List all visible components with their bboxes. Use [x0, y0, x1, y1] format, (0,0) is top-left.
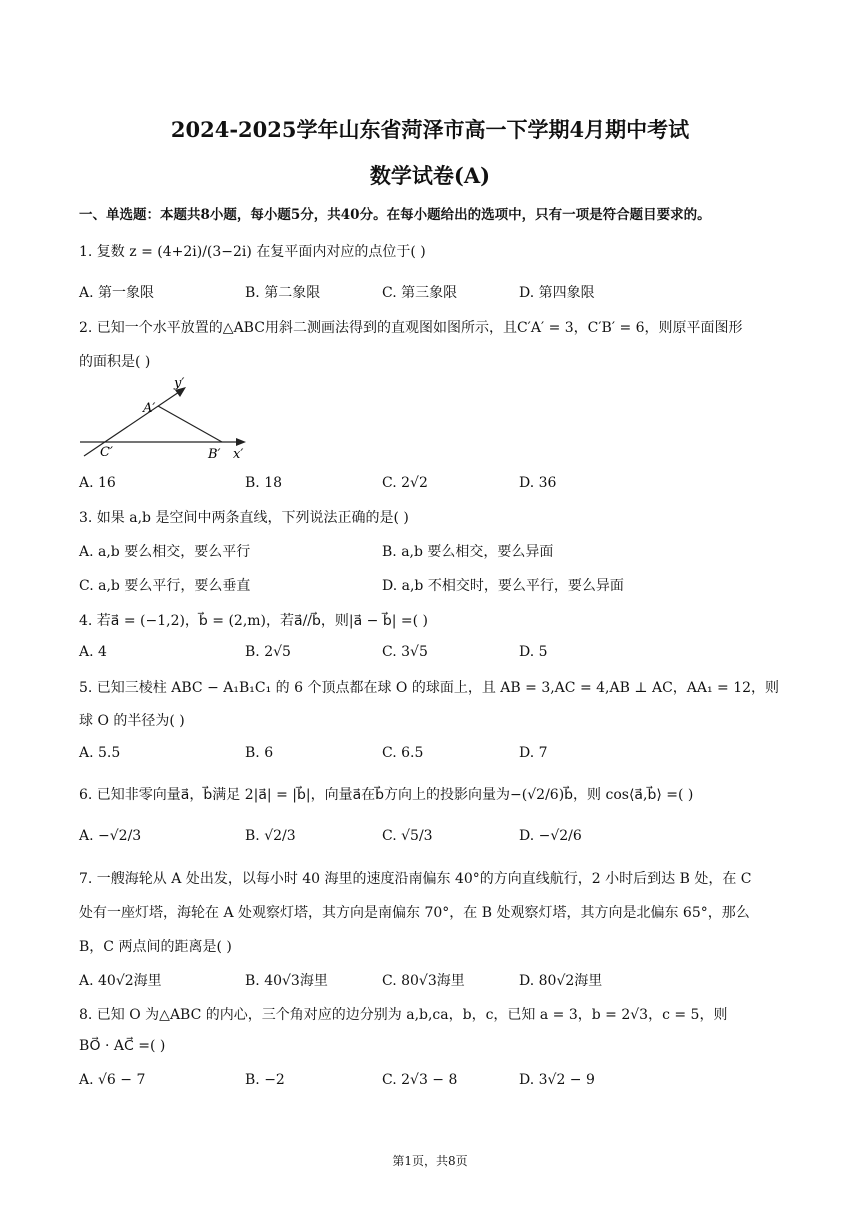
label-x: x′ — [233, 447, 244, 462]
page-title: 2024-2025学年山东省菏泽市高一下学期4月期中考试 — [170, 117, 690, 142]
q5-option-a[interactable]: A. 5.5 — [79, 745, 121, 761]
q4-option-d[interactable]: D. 5 — [519, 644, 548, 660]
page-footer: 第1页，共8页 — [392, 1154, 468, 1168]
q6-option-d[interactable]: D. −√2/6 — [519, 828, 582, 844]
q8-option-c[interactable]: C. 2√3 − 8 — [382, 1072, 458, 1088]
q4-option-a[interactable]: A. 4 — [79, 644, 107, 660]
question-8-stem-line-2: BO⃗ · AC⃗ =( ) — [79, 1038, 166, 1054]
q7-option-a[interactable]: A. 40√2海里 — [79, 973, 162, 989]
q5-option-d[interactable]: D. 7 — [519, 745, 548, 761]
q7-option-d[interactable]: D. 80√2海里 — [519, 973, 603, 989]
question-6-stem: 6. 已知非零向量a⃗，b⃗满足 2|a⃗| = |b⃗|，向量a⃗在b⃗方向上的投影向量为−(√2/6)b⃗，则 cos⟨a⃗,b⃗⟩ =( ) — [79, 787, 694, 803]
label-c: C′ — [100, 445, 113, 460]
q8-option-d[interactable]: D. 3√2 − 9 — [519, 1072, 595, 1088]
q1-option-d[interactable]: D. 第四象限 — [519, 285, 595, 301]
q6-option-b[interactable]: B. √2/3 — [245, 828, 296, 844]
q6-option-a[interactable]: A. −√2/3 — [79, 828, 142, 844]
page-subtitle: 数学试卷(A) — [369, 163, 491, 188]
q3-option-b[interactable]: B. a,b 要么相交，要么异面 — [382, 544, 554, 560]
x-axis-arrow — [236, 438, 246, 446]
question-3-stem: 3. 如果 a,b 是空间中两条直线，下列说法正确的是( ) — [79, 510, 409, 526]
q8-option-b[interactable]: B. −2 — [245, 1072, 285, 1088]
q1-option-c[interactable]: C. 第三象限 — [382, 285, 458, 301]
q4-option-b[interactable]: B. 2√5 — [245, 644, 291, 660]
question-5-stem-line-1: 5. 已知三棱柱 ABC − A₁B₁C₁ 的 6 个顶点都在球 O 的球面上，且 AB = 3,AC = 4,AB ⊥ AC，AA₁ = 12，则 — [79, 680, 780, 696]
q5-option-c[interactable]: C. 6.5 — [382, 745, 424, 761]
question-7-stem-line-3: B，C 两点间的距离是( ) — [79, 939, 232, 955]
q3-option-d[interactable]: D. a,b 不相交时，要么平行，要么异面 — [382, 578, 624, 594]
question-1-stem: 1. 复数 z = (4+2i)/(3−2i) 在复平面内对应的点位于( ) — [79, 244, 426, 260]
q7-option-b[interactable]: B. 40√3海里 — [245, 973, 328, 989]
q2-option-d[interactable]: D. 36 — [519, 475, 557, 491]
q2-option-a[interactable]: A. 16 — [79, 475, 116, 491]
q5-option-b[interactable]: B. 6 — [245, 745, 274, 761]
oblique-projection-figure — [76, 372, 256, 464]
label-y: y′ — [174, 376, 185, 391]
segment-a-b — [158, 406, 222, 442]
question-2-stem-line-2: 的面积是( ) — [79, 354, 151, 370]
y-axis — [84, 390, 182, 456]
q8-option-a[interactable]: A. √6 − 7 — [79, 1072, 146, 1088]
question-7-stem-line-1: 7. 一艘海轮从 A 处出发，以每小时 40 海里的速度沿南偏东 40°的方向直线航行，2 小时后到达 B 处，在 C — [79, 871, 752, 887]
question-5-stem-line-2: 球 O 的半径为( ) — [79, 713, 185, 729]
q2-option-b[interactable]: B. 18 — [245, 475, 283, 491]
q3-option-c[interactable]: C. a,b 要么平行，要么垂直 — [79, 578, 251, 594]
q4-option-c[interactable]: C. 3√5 — [382, 644, 428, 660]
question-7-stem-line-2: 处有一座灯塔，海轮在 A 处观察灯塔，其方向是南偏东 70°，在 B 处观察灯塔，其方向是北偏东 65°，那么 — [79, 905, 750, 921]
q7-option-c[interactable]: C. 80√3海里 — [382, 973, 465, 989]
question-2-stem-line-1: 2. 已知一个水平放置的△ABC用斜二测画法得到的直观图如图所示，且C′A′ = 3，C′B′ = 6，则原平面图形 — [79, 320, 743, 336]
q6-option-c[interactable]: C. √5/3 — [382, 828, 433, 844]
section-heading: 一、单选题：本题共8小题，每小题5分，共40分。在每小题给出的选项中，只有一项是符合题目要求的。 — [79, 207, 711, 223]
q1-option-a[interactable]: A. 第一象限 — [79, 285, 155, 301]
question-8-stem-line-1: 8. 已知 O 为△ABC 的内心，三个角对应的边分别为 a,b,ca，b，c，已知 a = 3，b = 2√3，c = 5，则 — [79, 1007, 728, 1023]
q3-option-a[interactable]: A. a,b 要么相交，要么平行 — [79, 544, 251, 560]
q2-option-c[interactable]: C. 2√2 — [382, 475, 428, 491]
question-4-stem: 4. 若a⃗ = (−1,2)，b⃗ = (2,m)，若a⃗//b⃗，则|a⃗ − b⃗| =( ) — [79, 613, 428, 629]
label-a: A′ — [143, 401, 156, 416]
q1-option-b[interactable]: B. 第二象限 — [245, 285, 321, 301]
label-b: B′ — [208, 447, 221, 462]
